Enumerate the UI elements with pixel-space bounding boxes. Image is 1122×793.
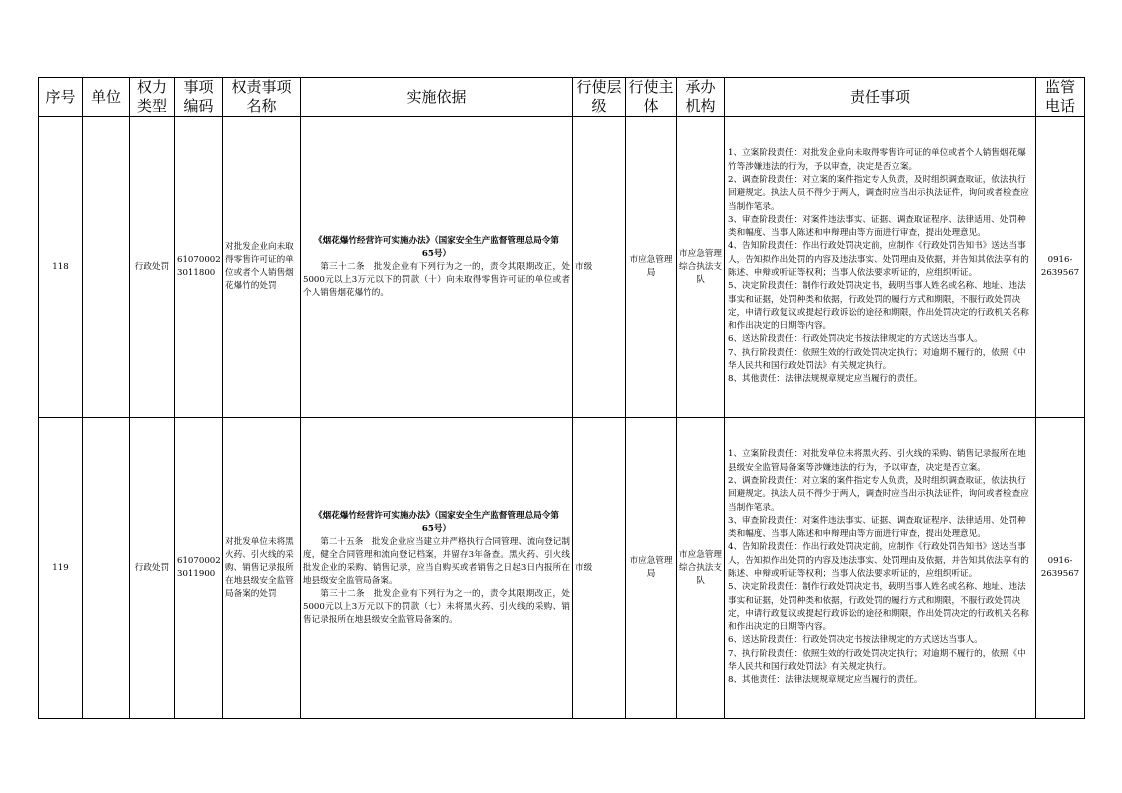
- cell-unit: [83, 418, 130, 719]
- cell-seq: 118: [39, 117, 83, 418]
- cell-unit: [83, 117, 130, 418]
- cell-subject: 市应急管理局: [626, 418, 677, 719]
- cell-code: 61070002 3011800: [175, 117, 223, 418]
- table-row: [39, 117, 1085, 418]
- basis-title: 《烟花爆竹经营许可实施办法》（国家安全生产监督管理总局令第65号）: [314, 235, 559, 259]
- header-basis: 实施依据: [301, 78, 573, 117]
- cell-subject: 市应急管理局: [626, 117, 677, 418]
- duty-item: 5、决定阶段责任：制作行政处罚决定书，载明当事人姓名或名称、地址、违法事实和证据，处罚种类和依据，行政处罚的履行方式和期限，不服行政处罚决定，申请行政复议或提起行政诉讼的途径和期限，作出处罚决定的行政机关名称和作出决定的日期等内容。: [728, 582, 1029, 633]
- duty-item: 2、调查阶段责任：对立案的案件指定专人负责，及时组织调查取证，依法执行回避规定。执法人员不得少于两人，调查时应当出示执法证件，询问或者检查应当制作笔录。: [728, 174, 1029, 212]
- duty-item: 6、送达阶段责任：行政处罚决定书按法律规定的方式送达当事人。: [728, 334, 983, 345]
- cell-org: 市应急管理综合执法支队: [677, 418, 725, 719]
- duty-item: 1、立案阶段责任：对批发企业向未取得零售许可证的单位或者个人销售烟花爆竹等涉嫌违法的行为，予以审查，决定是否立案。: [728, 148, 1026, 172]
- duty-item: 4、告知阶段责任：作出行政处罚决定前，应制作《行政处罚告知书》送达当事人，告知拟作出处罚的内容及违法事实、处罚理由及依据，并告知其依法享有的陈述、申辩或听证等权利；当事人依法要求听证的，应组织听证。: [728, 241, 1029, 278]
- cell-phone: 0916-2639567: [1036, 418, 1085, 719]
- cell-duty: [725, 418, 1036, 719]
- cell-level: 市级: [573, 418, 626, 719]
- header-subject: 行使主体: [626, 78, 677, 117]
- duty-item: 1、立案阶段责任：对批发单位未将黑火药、引火线的采购、销售记录报所在地县级安全监管局备案等涉嫌违法的行为，予以审查，决定是否立案。: [728, 449, 1026, 473]
- duty-item: 7、执行阶段责任：依照生效的行政处罚决定执行；对逾期不履行的，依照《中华人民共和国行政处罚法》有关规定执行。: [728, 648, 1026, 673]
- header-level: 行使层级: [573, 78, 626, 117]
- duty-item: 3、审查阶段责任：对案件违法事实、证据、调查取证程序、法律适用、处罚种类和幅度、当事人陈述和申辩理由等方面进行审查，提出处理意见。: [728, 214, 1026, 239]
- cell-org: 市应急管理综合执法支队: [677, 117, 725, 418]
- responsibility-table: [38, 77, 1085, 719]
- duty-item: 7、执行阶段责任：依照生效的行政处罚决定执行；对逾期不履行的，依照《中华人民共和国行政处罚法》有关规定执行。: [728, 347, 1026, 372]
- duty-item: 3、审查阶段责任：对案件违法事实、证据、调查取证程序、法律适用、处罚种类和幅度、当事人陈述和申辩理由等方面进行审查，提出处理意见。: [728, 515, 1026, 540]
- basis-paragraph: 第三十二条 批发企业有下列行为之一的，责令其限期改正，处5000元以上3万元以下的罚款（十）向未取得零售许可证的单位或者个人销售烟花爆竹的。: [303, 261, 570, 298]
- cell-duty: [725, 117, 1036, 418]
- header-phone: 监管电话: [1036, 78, 1085, 117]
- header-power-type: 权力类型: [130, 78, 175, 117]
- header-org: 承办机构: [677, 78, 725, 117]
- header-code: 事项编码: [175, 78, 223, 117]
- basis-paragraph: 第二十五条 批发企业应当建立并严格执行合同管理、流向登记制度，健全合同管理和流向登记档案，并留存3年备查。黑火药、引火线批发企业的采购、销售记录，应当自购买或者销售之日起3日内报所在地县级安全监管局备案。: [303, 536, 570, 586]
- duty-item: 8、其他责任：法律法规规章规定应当履行的责任。: [728, 374, 923, 385]
- cell-seq: 119: [39, 418, 83, 719]
- cell-power-type: 行政处罚: [130, 117, 175, 418]
- duty-item: 5、决定阶段责任：制作行政处罚决定书，载明当事人姓名或名称、地址、违法事实和证据，处罚种类和依据，行政处罚的履行方式和期限，不服行政处罚决定，申请行政复议或提起行政诉讼的途径和期限，作出处罚决定的行政机关名称和作出决定的日期等内容。: [728, 281, 1029, 332]
- basis-title: 《烟花爆竹经营许可实施办法》（国家安全生产监督管理总局令第65号）: [314, 510, 559, 534]
- header-unit: 单位: [83, 78, 130, 117]
- cell-item-name: 对批发单位未将黑火药、引火线的采购、销售记录报所在地县级安全监管局备案的处罚: [223, 418, 301, 719]
- cell-item-name: 对批发企业向未取得零售许可证的单位或者个人销售烟花爆竹的处罚: [223, 117, 301, 418]
- basis-paragraph: 第三十二条 批发企业有下列行为之一的，责令其限期改正，处5000元以上3万元以下的罚款（七）未将黑火药、引火线的采购、销售记录报所在地县级安全监管局备案的。: [303, 588, 570, 625]
- duty-list: [727, 448, 1033, 687]
- duty-list: [727, 147, 1033, 386]
- header-row: [39, 78, 1085, 117]
- header-duty: 责任事项: [725, 78, 1036, 117]
- table-row: [39, 418, 1085, 719]
- duty-item: 8、其他责任：法律法规规章规定应当履行的责任。: [728, 675, 923, 686]
- cell-basis: [301, 418, 573, 719]
- header-item-name: 权责事项名称: [223, 78, 301, 117]
- header-seq: 序号: [39, 78, 83, 117]
- cell-level: 市级: [573, 117, 626, 418]
- cell-basis: [301, 117, 573, 418]
- cell-code: 61070002 3011900: [175, 418, 223, 719]
- cell-phone: 0916-2639567: [1036, 117, 1085, 418]
- cell-power-type: 行政处罚: [130, 418, 175, 719]
- duty-item: 2、调查阶段责任：对立案的案件指定专人负责，及时组织调查取证，依法执行回避规定。执法人员不得少于两人，调查时应当出示执法证件，询问或者检查应当制作笔录。: [728, 475, 1029, 513]
- duty-item: 4、告知阶段责任：作出行政处罚决定前，应制作《行政处罚告知书》送达当事人，告知拟作出处罚的内容及违法事实、处罚理由及依据，并告知其依法享有的陈述、申辩或听证等权利；当事人依法要求听证的，应组织听证。: [728, 542, 1029, 579]
- duty-item: 6、送达阶段责任：行政处罚决定书按法律规定的方式送达当事人。: [728, 635, 983, 646]
